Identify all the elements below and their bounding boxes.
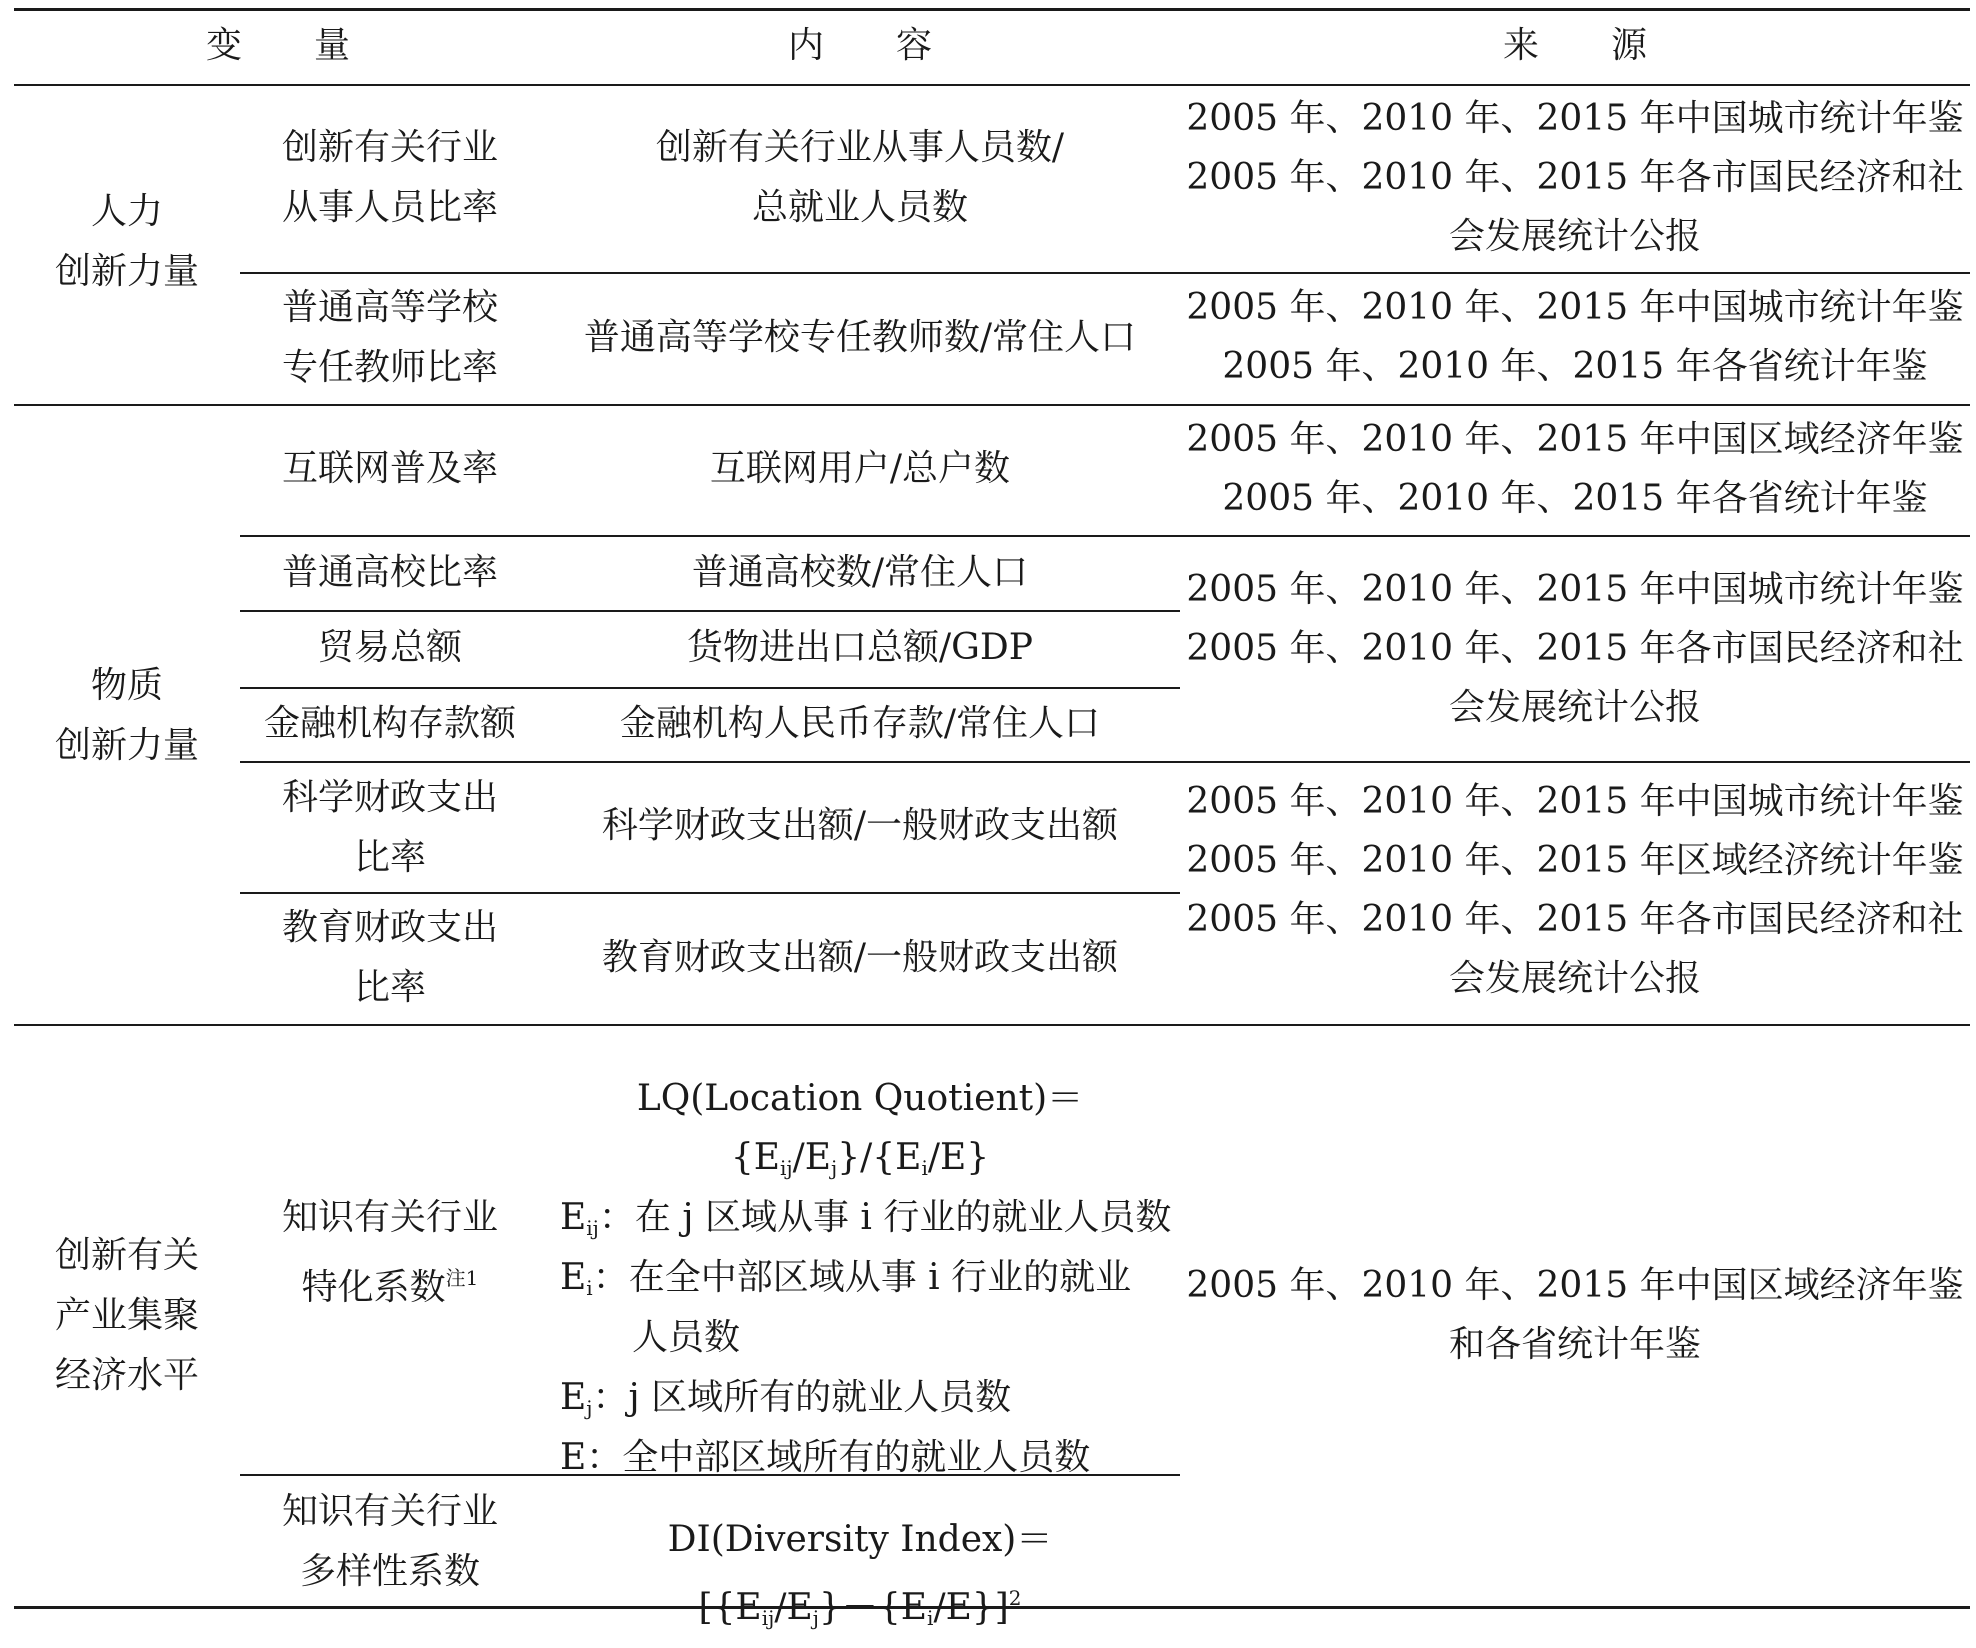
lq-title: LQ(Location Quotient)＝ xyxy=(636,1078,1084,1119)
var-cell xyxy=(302,1248,479,1318)
var-cell: 普通高等学校 专任教师比率 xyxy=(281,287,499,388)
var-line: 特化系数 xyxy=(301,1267,446,1308)
content-cell: 货物进出口总额/GDP xyxy=(687,627,1033,668)
var-cell: 知识有关行业 多样性系数 xyxy=(281,1491,499,1592)
var-cell: 互联网普及率 xyxy=(281,448,499,489)
var-cell: 贸易总额 xyxy=(317,627,463,668)
var-cell: 教育财政支出 比率 xyxy=(281,907,499,1008)
header-variable: 变 量 xyxy=(205,25,351,66)
var-cell: 金融机构存款额 xyxy=(263,703,517,744)
row-rule xyxy=(240,535,1970,537)
var-cell: 普通高校比率 xyxy=(281,552,499,593)
var-cell: 科学财政支出 比率 xyxy=(281,777,499,878)
group-material: 物质 创新力量 xyxy=(54,665,200,766)
source-cell: 2005 年、2010 年、2015 年中国区域经济年鉴 和各省统计年鉴 xyxy=(1186,1265,1964,1365)
definition-ei: $E_i$：在全中部区域从事 i 行业的就业 xyxy=(560,1257,1132,1300)
di-formula: $[\{E_{ij}/E_j\}-\{E_i/E\}]^2$ xyxy=(698,1586,1022,1630)
source-cell: 2005 年、2010 年、2015 年中国城市统计年鉴 2005 年、2010 年、2015 年区域经济统计年鉴 2005 年、2010 年、2015 年各市国民经济和社 会发展统计公报 xyxy=(1186,781,1964,999)
source-cell: 2005 年、2010 年、2015 年中国城市统计年鉴 2005 年、2010 年、2015 年各省统计年鉴 xyxy=(1186,287,1964,387)
group-rule-human xyxy=(14,404,1970,406)
footnote-mark: 注1 xyxy=(445,1266,479,1290)
var-cell xyxy=(282,1188,498,1248)
header-content: 内 容 xyxy=(787,25,933,66)
row-rule xyxy=(240,610,1180,612)
content-cell: 金融机构人民币存款/常住人口 xyxy=(619,703,1101,744)
source-cell: 2005 年、2010 年、2015 年中国区域经济年鉴 2005 年、2010 年、2015 年各省统计年鉴 xyxy=(1186,419,1964,519)
var-line: 知识有关行业 xyxy=(281,1197,499,1238)
top-rule xyxy=(14,8,1970,11)
content-cell: 互联网用户/总户数 xyxy=(709,448,1011,489)
content-cell: 科学财政支出额/一般财政支出额 xyxy=(601,805,1119,846)
row-rule xyxy=(240,687,1180,689)
group-cluster: 创新有关 产业集聚 经济水平 xyxy=(54,1235,200,1396)
definition-eij: $E_{ij}$：在 j 区域从事 i 行业的就业人员数 xyxy=(560,1197,1172,1240)
content-cell: 创新有关行业从事人员数/ 总就业人员数 xyxy=(655,127,1065,228)
var-cell: 创新有关行业 从事人员比率 xyxy=(281,127,499,228)
row-rule xyxy=(240,892,1180,894)
lq-formula: $\{E_{ij}/E_j\}/\{E_i/E\}$ xyxy=(730,1137,990,1180)
definition-e: E：全中部区域所有的就业人员数 xyxy=(560,1437,1091,1478)
row-rule xyxy=(240,272,1970,274)
source-cell: 2005 年、2010 年、2015 年中国城市统计年鉴 2005 年、2010 年、2015 年各市国民经济和社 会发展统计公报 xyxy=(1186,569,1964,728)
di-title: DI(Diversity Index)＝ xyxy=(667,1519,1053,1560)
definition-ej: $E_j$：j 区域所有的就业人员数 xyxy=(560,1377,1012,1420)
content-cell: 教育财政支出额/一般财政支出额 xyxy=(601,937,1119,978)
row-rule xyxy=(240,761,1970,763)
source-cell: 2005 年、2010 年、2015 年中国城市统计年鉴 2005 年、2010 年、2015 年各市国民经济和社 会发展统计公报 xyxy=(1186,98,1964,257)
content-cell: 普通高校数/常住人口 xyxy=(691,552,1029,593)
group-human: 人力 创新力量 xyxy=(54,191,200,292)
content-cell: 普通高等学校专任教师数/常住人口 xyxy=(583,317,1137,358)
group-rule-material xyxy=(14,1024,1970,1026)
header-rule xyxy=(14,84,1970,86)
header-source: 来 源 xyxy=(1502,25,1648,66)
definition-ei-cont: 人员数 xyxy=(632,1317,741,1358)
